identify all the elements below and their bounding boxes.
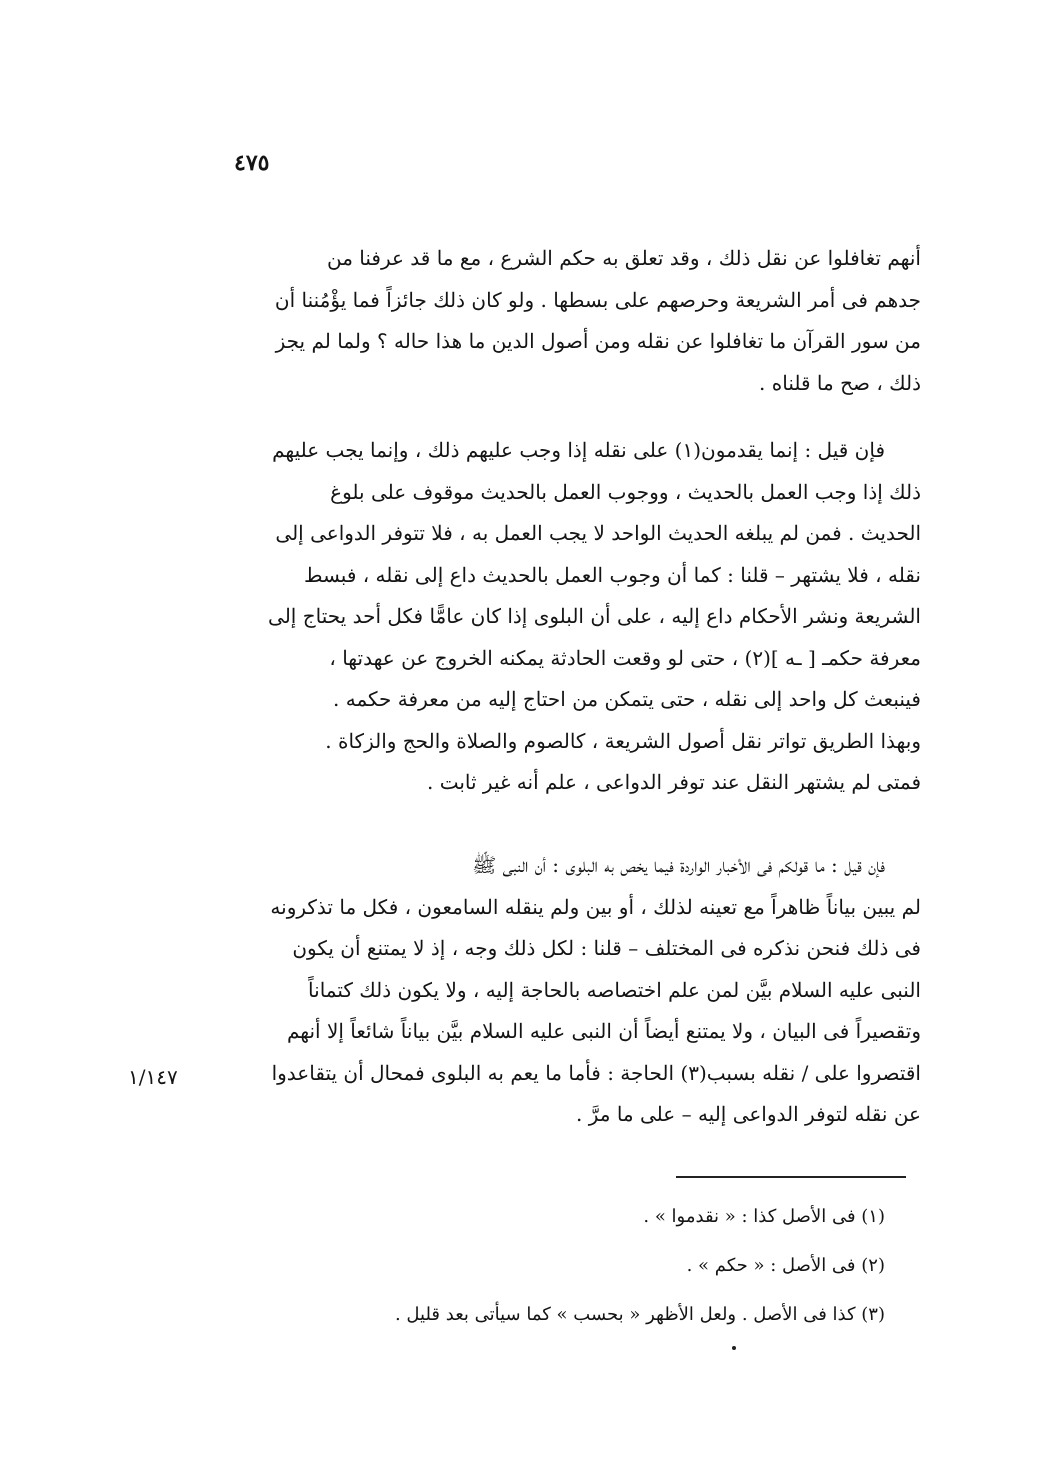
text-line: وتقصيراً فى البيان ، ولا يمتنع أيضاً أن النبى عليه السلام بيَّن بياناً شائعاً إلا أنهم: [286, 1019, 921, 1043]
text-line: عن نقله لتوفر الدواعى إليه – على ما مرَّ .: [576, 1102, 921, 1126]
footnote: (١) فى الأصل كذا : « نقدموا » .: [643, 1206, 885, 1227]
paragraph-3: [205, 845, 921, 1136]
text-line: لم يبين بياناً ظاهراً مع تعينه لذلك ، أو بين ولم ينقله السامعون ، فكل ما تذكرونه: [270, 894, 921, 919]
text-line: فإن قيل : ما قولكم فى الأخبار الواردة فيما يخص به البلوى : أن النبى ﷺ: [472, 853, 885, 877]
print-mark: [732, 1346, 736, 1350]
page-number: ٤٧٥: [234, 150, 270, 176]
text-line: جدهم فى أمر الشريعة وحرصهم على بسطها . ولو كان ذلك جائزاً فما يؤْمُننا أن: [274, 287, 921, 312]
text-line: فإن قيل : إنما يقدمون(١) على نقله إذا وجب عليهم ذلك ، وإنما يجب عليهم: [272, 438, 885, 462]
footnote-divider: [676, 1176, 906, 1178]
text-line: أنهم تغافلوا عن نقل ذلك ، وقد تعلق به حكم الشرع ، مع ما قد عرفنا من: [326, 246, 921, 270]
footnote: (٢) فى الأصل : « حكم » .: [686, 1255, 885, 1276]
text-line: من سور القرآن ما تغافلوا عن نقله ومن أصول الدين ما هذا حاله ؟ ولما لم يجز: [275, 329, 921, 353]
text-line: ذلك ، صح ما قلناه .: [759, 370, 921, 395]
paragraph-1: [205, 238, 921, 404]
text-line: وبهذا الطريق تواتر نقل أصول الشريعة ، كالصوم والصلاة والحج والزكاة .: [325, 728, 921, 753]
text-line: معرفة حكمـ [ ـه ](٢) ، حتى لو وقعت الحادثة يمكنه الخروج عن عهدتها ،: [329, 645, 921, 670]
text-line: نقله ، فلا يشتهر – قلنا : كما أن وجوب العمل بالحديث داع إلى نقله ، فبسط: [303, 562, 921, 587]
text-line: فمتى لم يشتهر النقل عند توفر الدواعى ، علم أنه غير ثابت .: [426, 770, 921, 794]
text-line: اقتصروا على / نقله بسبب(٣) الحاجة : فأما ما يعم به البلوى فمحال أن يتقاعدوا: [271, 1060, 921, 1085]
footnote: (٣) كذا فى الأصل . ولعل الأظهر « بحسب » كما سيأتى بعد قليل .: [394, 1304, 885, 1325]
text-line: النبى عليه السلام بيَّن لمن علم اختصاصه بالحاجة إليه ، ولا يكون ذلك كتماناً: [308, 977, 921, 1002]
text-line: فى ذلك فنحن نذكره فى المختلف – قلنا : لكل ذلك وجه ، إذ لا يمتنع أن يكون: [292, 936, 921, 960]
footnotes: [280, 1192, 885, 1339]
text-line: فينبعث كل واحد إلى نقله ، حتى يتمكن من احتاج إليه من معرفة حكمه .: [333, 687, 921, 711]
text-line: ذلك إذا وجب العمل بالحديث ، ووجوب العمل بالحديث موقوف على بلوغ: [330, 479, 921, 504]
text-line: الشريعة ونشر الأحكام داع إليه ، على أن البلوى إذا كان عامًّا فكل أحد يحتاج إلى: [268, 604, 921, 628]
paragraph-2: [205, 430, 921, 804]
margin-reference: ١/١٤٧: [128, 1065, 178, 1089]
text-line: الحديث . فمن لم يبلغه الحديث الواحد لا يجب العمل به ، فلا تتوفر الدواعى إلى: [275, 521, 921, 545]
